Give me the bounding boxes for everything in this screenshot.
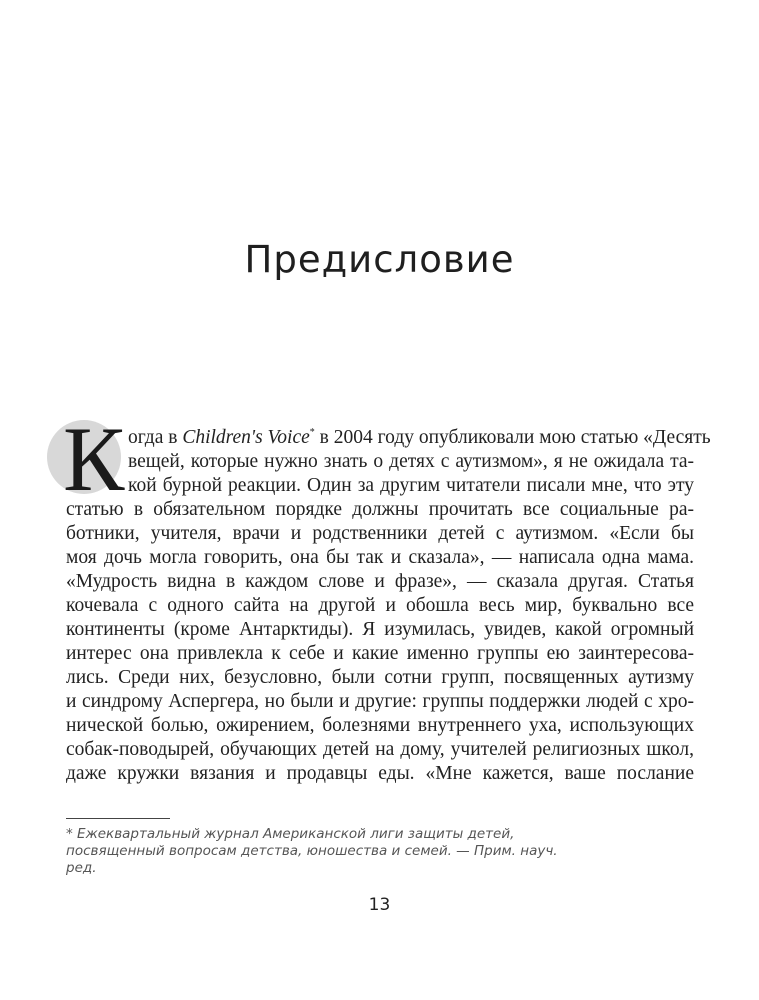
footnote-text: посвященный вопросам детства, юношества и семей. — [66, 843, 474, 859]
footnote [66, 826, 666, 877]
text-line-11: лись. Среди них, безусловно, были сотни групп, посвященных аутизму [66, 667, 694, 688]
text-run: в 2004 году опубликовали мою статью «Десять [314, 427, 711, 448]
text-line-15: даже кружки вязания и продавцы еды. «Мне кажется, ваше послание [66, 763, 694, 784]
text-line-8: кочевала с одного сайта на другой и обошла весь мир, буквально все [66, 595, 694, 616]
page-number: 13 [368, 895, 391, 915]
footnote-line-2 [66, 843, 666, 860]
text-line-1 [128, 426, 711, 450]
footnote-line-3 [66, 860, 666, 877]
text-line-3: кой бурной реакции. Один за другим читатели писали мне, что эту [128, 475, 694, 496]
text-line-2: вещей, которые нужно знать о детях с аутизмом», я не ожидала та- [128, 451, 694, 472]
text-line-13: нической болью, ожирением, болезнями внутреннего уха, использующих [66, 715, 694, 736]
text-line-9: континенты (кроме Антарктиды). Я изумилась, увидев, какой огромный [66, 619, 694, 640]
journal-title: Children's Voice [182, 427, 310, 448]
footnote-separator [66, 818, 170, 819]
footnote-editor-note-end: ред. [66, 860, 97, 876]
text-line-5: ботники, учителя, врачи и родственники детей с аутизмом. «Если бы [66, 523, 694, 544]
footnote-marker: * [309, 427, 315, 438]
text-line-10: интерес она привлекла к себе и какие именно группы ею заинтересова- [66, 643, 694, 664]
footnote-line-1: * Ежеквартальный журнал Американской лиги защиты детей, [66, 826, 515, 842]
footnote-editor-note: Прим. науч. [473, 843, 558, 859]
text-run: огда в [128, 427, 183, 448]
drop-cap-letter: К [63, 408, 125, 510]
text-line-4: статью в обязательном порядке должны прочитать все социальные ра- [66, 499, 694, 520]
text-line-6: моя дочь могла говорить, она бы так и сказала», — написала одна мама. [66, 547, 694, 568]
text-line-14: собак-поводырей, обучающих детей на дому, учителей религиозных школ, [66, 739, 694, 760]
text-line-7: «Мудрость видна в каждом слове и фразе», — сказала другая. Статья [66, 571, 694, 592]
chapter-title: Предисловие [244, 238, 515, 281]
text-line-12: и синдрому Аспергера, но были и другие: группы поддержки людей с хро- [66, 691, 694, 712]
